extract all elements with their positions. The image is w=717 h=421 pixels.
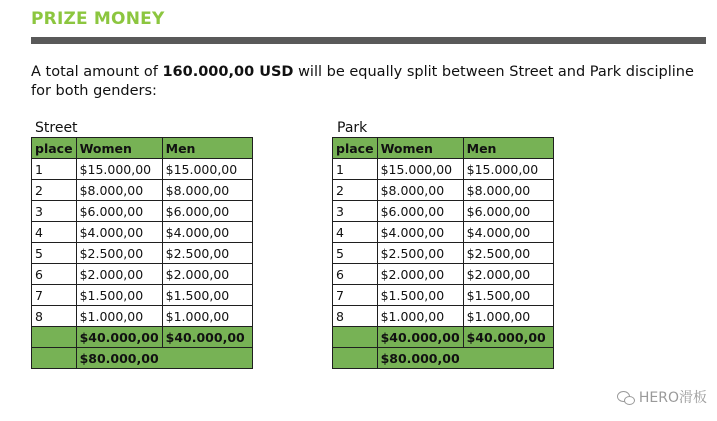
table-row: [32, 159, 253, 180]
cell-place: 2: [333, 180, 378, 201]
cell-men: $1.500,00: [162, 285, 252, 306]
park-prize-table: [332, 137, 554, 369]
header-women: Women: [377, 138, 463, 159]
subtotal-women: $40.000,00: [76, 327, 162, 348]
cell-men: $2.000,00: [463, 264, 553, 285]
cell-place: 7: [333, 285, 378, 306]
cell-women: $6.000,00: [76, 201, 162, 222]
table-row: [333, 243, 554, 264]
intro-paragraph: [31, 63, 711, 101]
cell-place: 4: [333, 222, 378, 243]
table-row: [333, 264, 554, 285]
cell-men: $2.000,00: [162, 264, 252, 285]
subtotal-men: $40.000,00: [463, 327, 553, 348]
cell-place: 3: [32, 201, 77, 222]
cell-women: $1.500,00: [377, 285, 463, 306]
total-amount: $80.000,00: [76, 348, 252, 369]
cell-men: $6.000,00: [463, 201, 553, 222]
cell-women: $1.500,00: [76, 285, 162, 306]
header-place: place: [333, 138, 378, 159]
header-men: Men: [463, 138, 553, 159]
table-row: [32, 264, 253, 285]
intro-text-before: A total amount of: [31, 64, 163, 80]
table-row: [333, 222, 554, 243]
cell-place: 6: [333, 264, 378, 285]
cell-place: 5: [333, 243, 378, 264]
cell-women: $2.000,00: [377, 264, 463, 285]
table-row: [32, 243, 253, 264]
cell-men: $1.500,00: [463, 285, 553, 306]
cell-men: $4.000,00: [162, 222, 252, 243]
subtotal-blank-cell: [32, 327, 77, 348]
cell-women: $15.000,00: [76, 159, 162, 180]
cell-women: $2.000,00: [76, 264, 162, 285]
cell-women: $4.000,00: [377, 222, 463, 243]
table-row: [32, 180, 253, 201]
table-header-row: [32, 138, 253, 159]
intro-text-after: will be equally split between Street and Park discipline for both genders:: [31, 64, 694, 99]
total-row: [333, 348, 554, 369]
cell-place: 2: [32, 180, 77, 201]
subtotal-women: $40.000,00: [377, 327, 463, 348]
wechat-icon: [617, 390, 635, 404]
cell-men: $6.000,00: [162, 201, 252, 222]
watermark: [617, 387, 707, 407]
table-row: [333, 201, 554, 222]
cell-women: $8.000,00: [76, 180, 162, 201]
header-men: Men: [162, 138, 252, 159]
cell-women: $6.000,00: [377, 201, 463, 222]
cell-place: 7: [32, 285, 77, 306]
cell-men: $15.000,00: [162, 159, 252, 180]
intro-amount: 160.000,00 USD: [162, 64, 294, 80]
table-header-row: [333, 138, 554, 159]
total-blank-cell: [333, 348, 378, 369]
cell-place: 3: [333, 201, 378, 222]
table-row: [333, 306, 554, 327]
cell-women: $2.500,00: [76, 243, 162, 264]
title-divider: [31, 37, 706, 44]
table-row: [32, 306, 253, 327]
cell-place: 8: [32, 306, 77, 327]
table-row: [32, 201, 253, 222]
cell-place: 6: [32, 264, 77, 285]
cell-men: $8.000,00: [463, 180, 553, 201]
park-table-label: Park: [337, 120, 368, 136]
cell-place: 1: [32, 159, 77, 180]
cell-place: 8: [333, 306, 378, 327]
subtotal-blank-cell: [333, 327, 378, 348]
table-row: [333, 159, 554, 180]
cell-men: $1.000,00: [463, 306, 553, 327]
cell-women: $8.000,00: [377, 180, 463, 201]
subtotal-men: $40.000,00: [162, 327, 252, 348]
cell-place: 4: [32, 222, 77, 243]
page-title: PRIZE MONEY: [31, 9, 165, 29]
cell-women: $4.000,00: [76, 222, 162, 243]
cell-women: $1.000,00: [76, 306, 162, 327]
cell-men: $4.000,00: [463, 222, 553, 243]
cell-women: $15.000,00: [377, 159, 463, 180]
cell-place: 1: [333, 159, 378, 180]
subtotal-row: [32, 327, 253, 348]
header-women: Women: [76, 138, 162, 159]
total-blank-cell: [32, 348, 77, 369]
cell-men: $1.000,00: [162, 306, 252, 327]
table-row: [333, 285, 554, 306]
total-amount: $80.000,00: [377, 348, 553, 369]
table-row: [32, 222, 253, 243]
street-table-label: Street: [35, 120, 78, 136]
watermark-text: HERO滑板: [638, 390, 707, 406]
subtotal-row: [333, 327, 554, 348]
cell-men: $8.000,00: [162, 180, 252, 201]
table-row: [333, 180, 554, 201]
cell-men: $2.500,00: [463, 243, 553, 264]
street-prize-table: [31, 137, 253, 369]
table-row: [32, 285, 253, 306]
header-place: place: [32, 138, 77, 159]
total-row: [32, 348, 253, 369]
cell-women: $2.500,00: [377, 243, 463, 264]
cell-men: $15.000,00: [463, 159, 553, 180]
cell-women: $1.000,00: [377, 306, 463, 327]
cell-place: 5: [32, 243, 77, 264]
cell-men: $2.500,00: [162, 243, 252, 264]
